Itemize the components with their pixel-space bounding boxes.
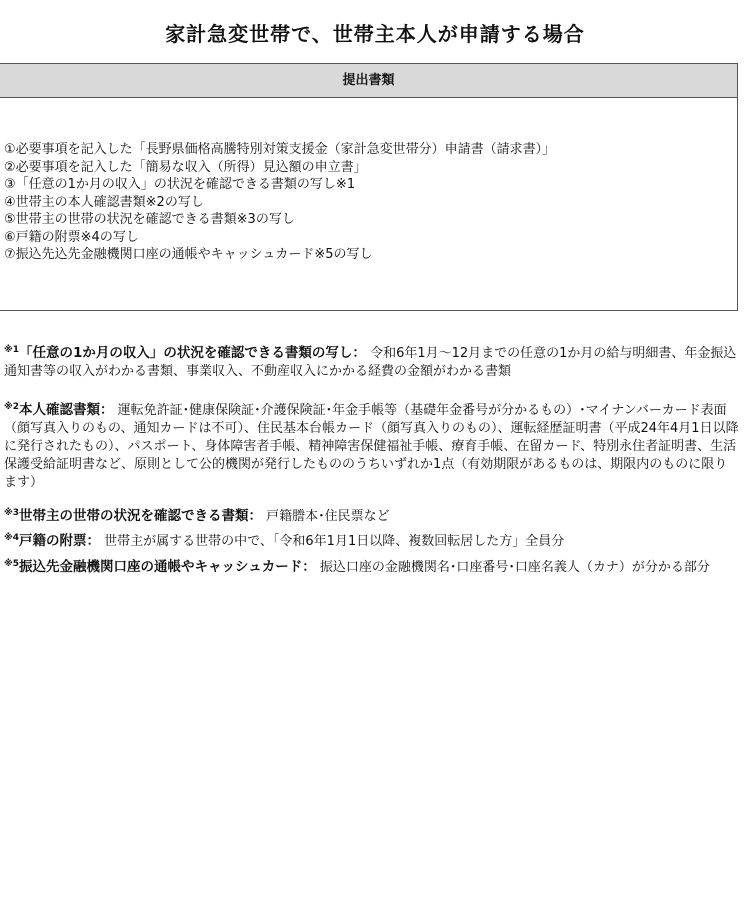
page-title: 家計急変世帯で、世帯主本人が申請する場合 xyxy=(165,22,585,46)
footnote-3 xyxy=(4,504,390,526)
footnote-body: 運転免許証･健康保険証･介護保険証･年金手帳等（基礎年金番号が分かるもの）･マイナンバーカード表面（顔写真入りのもの、通知カードは不可）、住民基本台帳カード（顔写真入りのもの）、運転経歴証明書（平成24年4月1日以降に発行されたもの）、パスポート、身体障害者手帳、精神障害保健福祉手帳、療育手帳、在留カード、特別永住者証明書、生活保護受給証明書など、原則として公的機関が発行したもののうちいずれか1点（有効期限があるものは、期限内のものに限ります） xyxy=(4,403,739,490)
footnote-body: 世帯主が属する世帯の中で、「令和6年1月1日以降、複数回転居した方」全員分 xyxy=(104,534,565,549)
footnote-body: 戸籍謄本･住民票など xyxy=(266,509,390,524)
footnote-body: 令和6年1月〜12月までの任意の1か月の給与明細書、年金振込通知書等の収入がわかる書類、事業収入、不動産収入にかかる経費の金額がわかる書類 xyxy=(4,346,737,379)
footnote-mark: ※2 xyxy=(4,402,20,412)
document-item: ⑦振込先込先金融機関口座の通帳やキャッシュカード※5の写し xyxy=(4,247,373,262)
table-header: 提出書類 xyxy=(0,64,737,98)
document-item: ⑤世帯主の世帯の状況を確認できる書類※3の写し xyxy=(4,212,295,227)
footnote-2 xyxy=(4,398,739,492)
footnote-heading: 世帯主の世帯の状況を確認できる書類： xyxy=(19,508,263,524)
footnote-heading: 戸籍の附票： xyxy=(19,533,101,549)
footnote-mark: ※4 xyxy=(4,533,20,543)
document-item: ②必要事項を記入した「簡易な収入（所得）見込額の申立書」 xyxy=(4,159,367,175)
table-body xyxy=(0,98,737,264)
footnote-mark: ※3 xyxy=(4,508,20,518)
document-item: ④世帯主の本人確認書類※2の写し xyxy=(4,194,204,210)
document-item: ⑥戸籍の附票※4の写し xyxy=(4,229,139,245)
footnote-4 xyxy=(4,529,564,551)
documents-table xyxy=(0,63,738,311)
document-item: ①必要事項を記入した「長野県価格高騰特別対策支援金（家計急変世帯分）申請書（請求書）」 xyxy=(4,142,556,157)
footnote-heading: 振込先金融機関口座の通帳やキャッシュカード： xyxy=(19,559,316,575)
footnote-mark: ※1 xyxy=(4,345,20,355)
footnote-heading: 「任意の1か月の収入」の状況を確認できる書類の写し： xyxy=(19,345,366,361)
footnote-mark: ※5 xyxy=(4,559,20,569)
footnote-5 xyxy=(4,555,710,577)
document-item: ③「任意の1か月の収入」の状況を確認できる書類の写し※1 xyxy=(4,177,356,192)
footnote-1 xyxy=(4,341,739,381)
footnote-body: 振込口座の金融機関名･口座番号･口座名義人（カナ）が分かる部分 xyxy=(319,560,710,575)
footnote-heading: 本人確認書類： xyxy=(19,402,114,418)
